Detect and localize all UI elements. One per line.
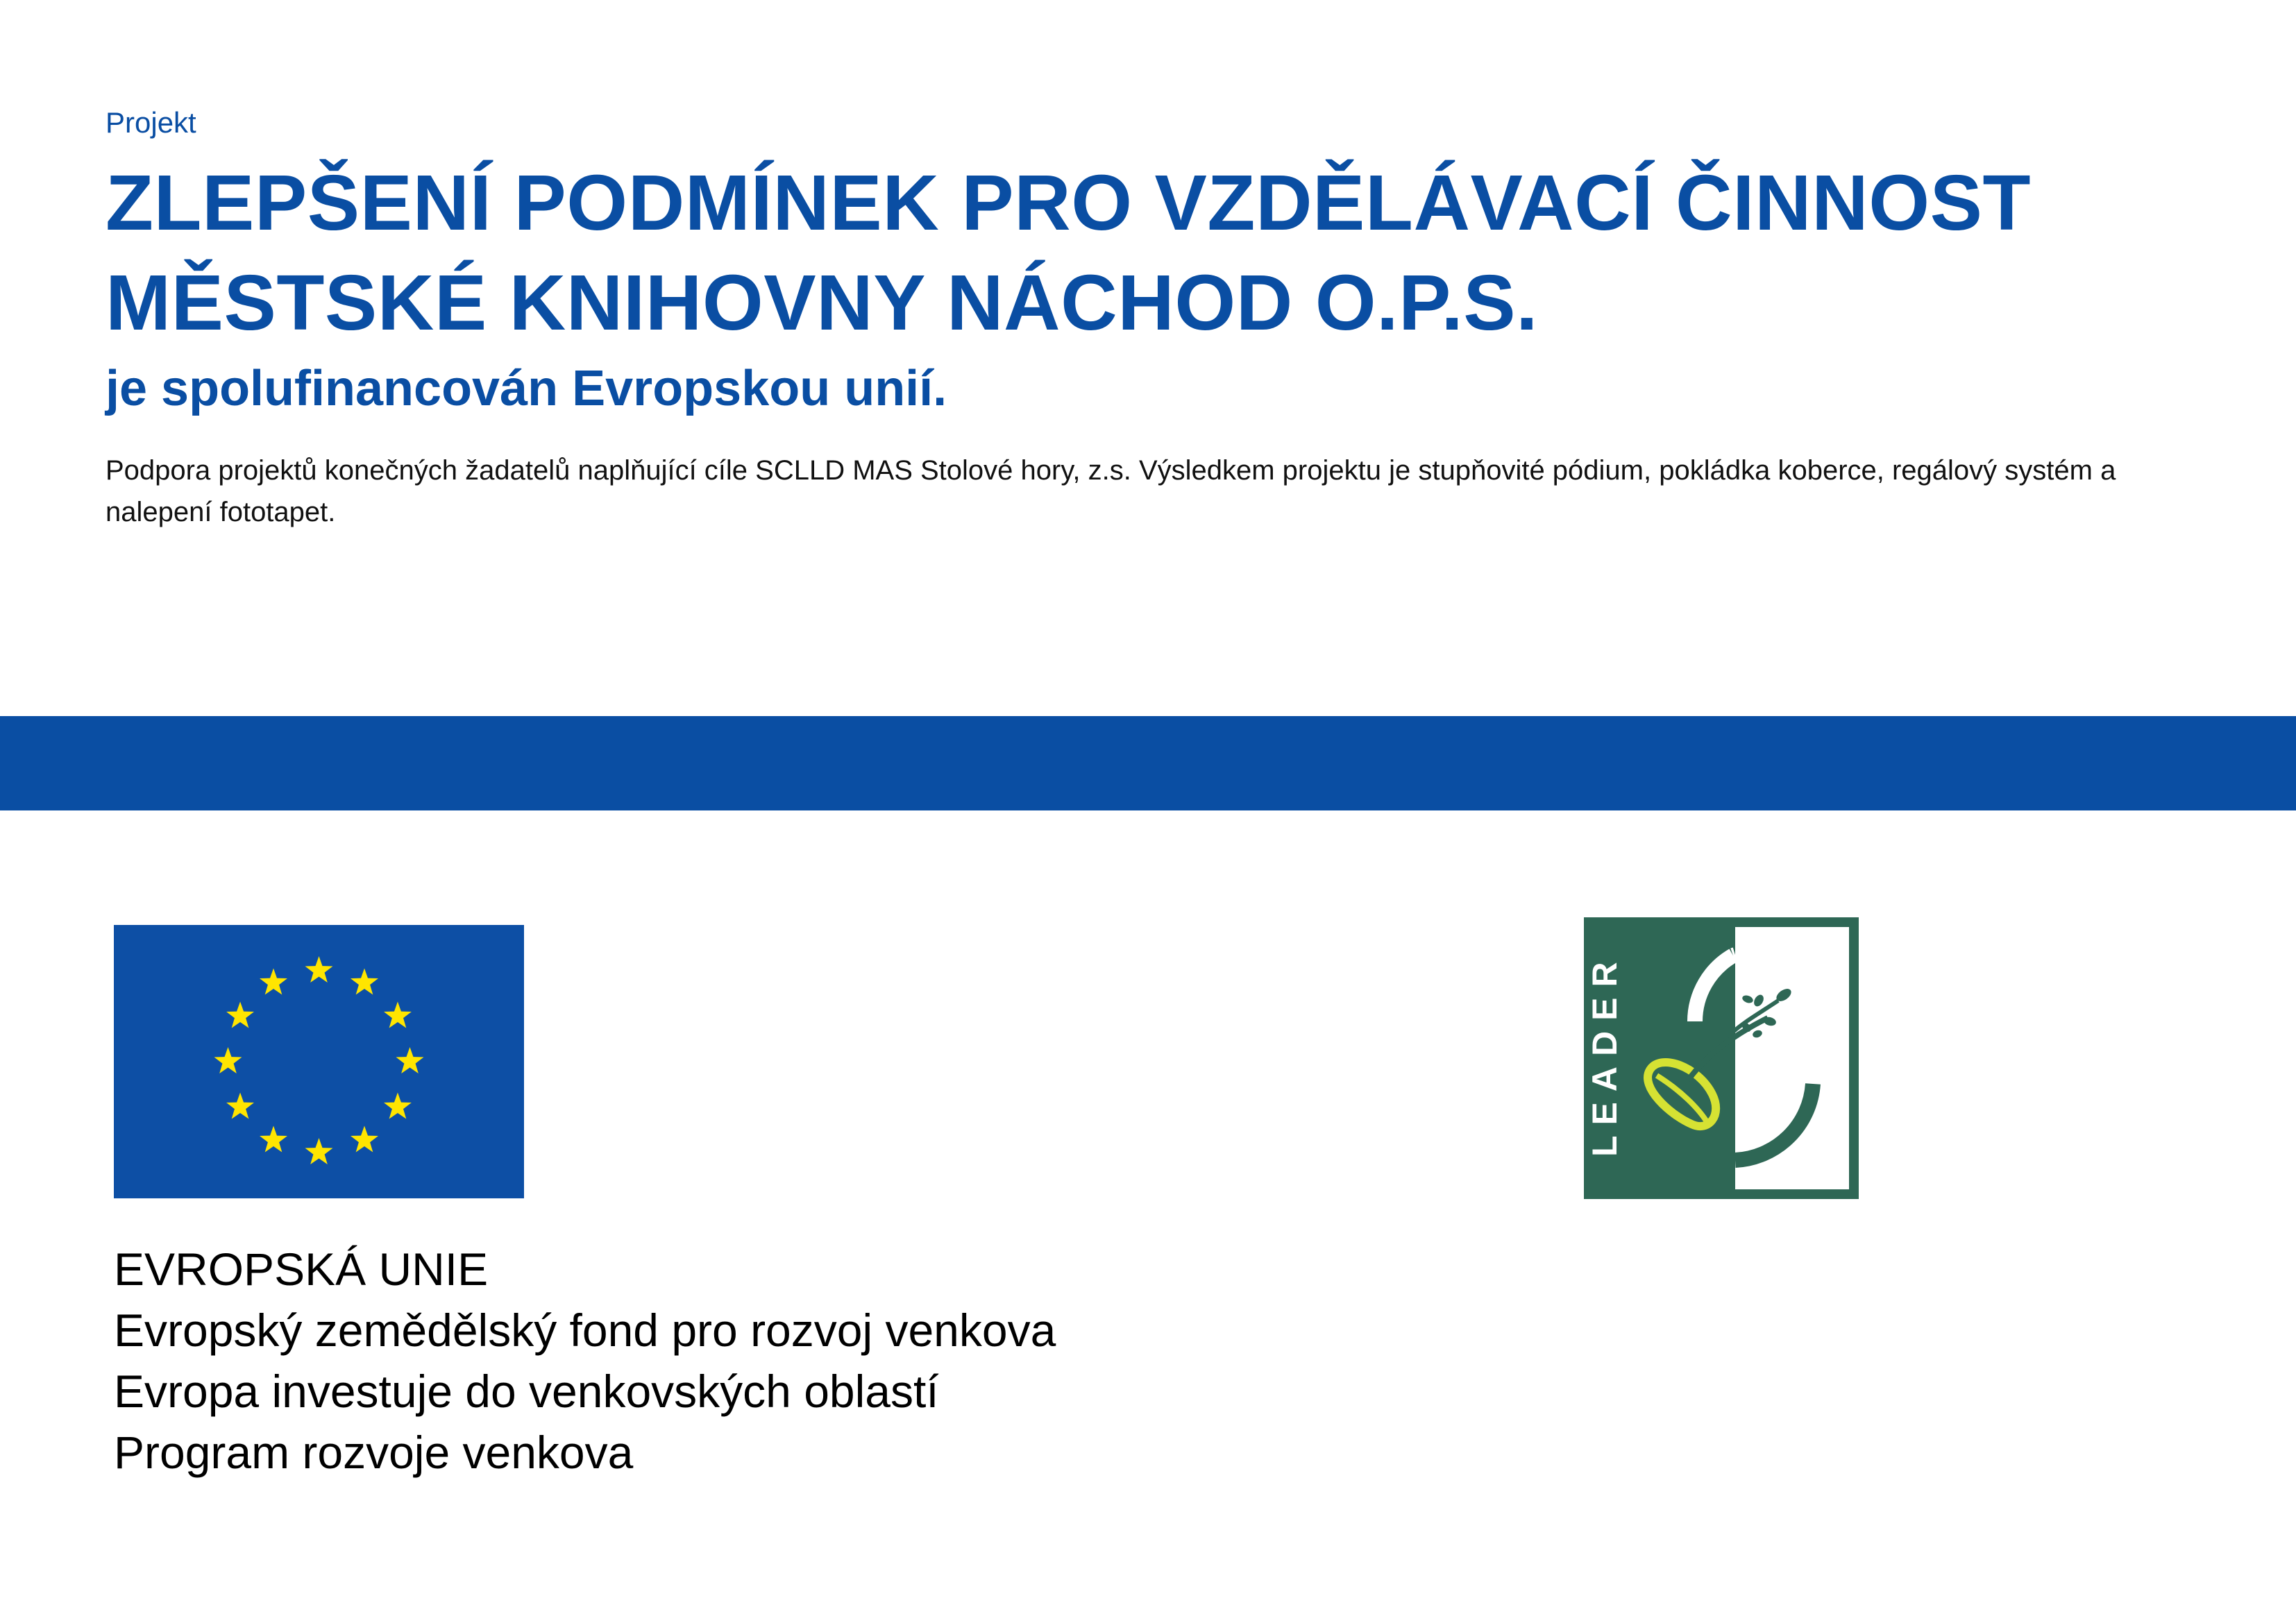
eu-text-line1: EVROPSKÁ UNIE	[114, 1243, 489, 1295]
eu-text-line4: Program rozvoje venkova	[114, 1427, 634, 1478]
eu-funding-text	[114, 1239, 1056, 1483]
eu-text-line2: Evropský zemědělský fond pro rozvoj venkova	[114, 1305, 1056, 1356]
project-description: Podpora projektů konečných žadatelů naplňující cíle SCLLD MAS Stolové hory, z.s. Výsledkem projektu je stupňovité pódium, pokládka koberce, regálový systém a nalepení fototapet.	[105, 455, 2116, 527]
project-title-line1: ZLEPŠENÍ PODMÍNEK PRO VZDĚLÁVACÍ ČINNOST	[105, 159, 2032, 246]
project-title-line2: MĚSTSKÉ KNIHOVNY NÁCHOD O.P.S.	[105, 259, 1539, 346]
blue-divider-band	[0, 716, 2296, 810]
cofinancing-subtitle: je spolufinancován Evropskou unií.	[105, 361, 947, 416]
leader-logo-text: LEADER	[1585, 951, 1624, 1157]
eu-text-line3: Evropa investuje do venkovských oblastí	[114, 1366, 939, 1417]
project-label: Projekt	[105, 106, 196, 139]
project-title	[105, 153, 2031, 352]
leader-logo-icon	[1584, 917, 1859, 1199]
eu-flag-icon	[114, 925, 524, 1198]
